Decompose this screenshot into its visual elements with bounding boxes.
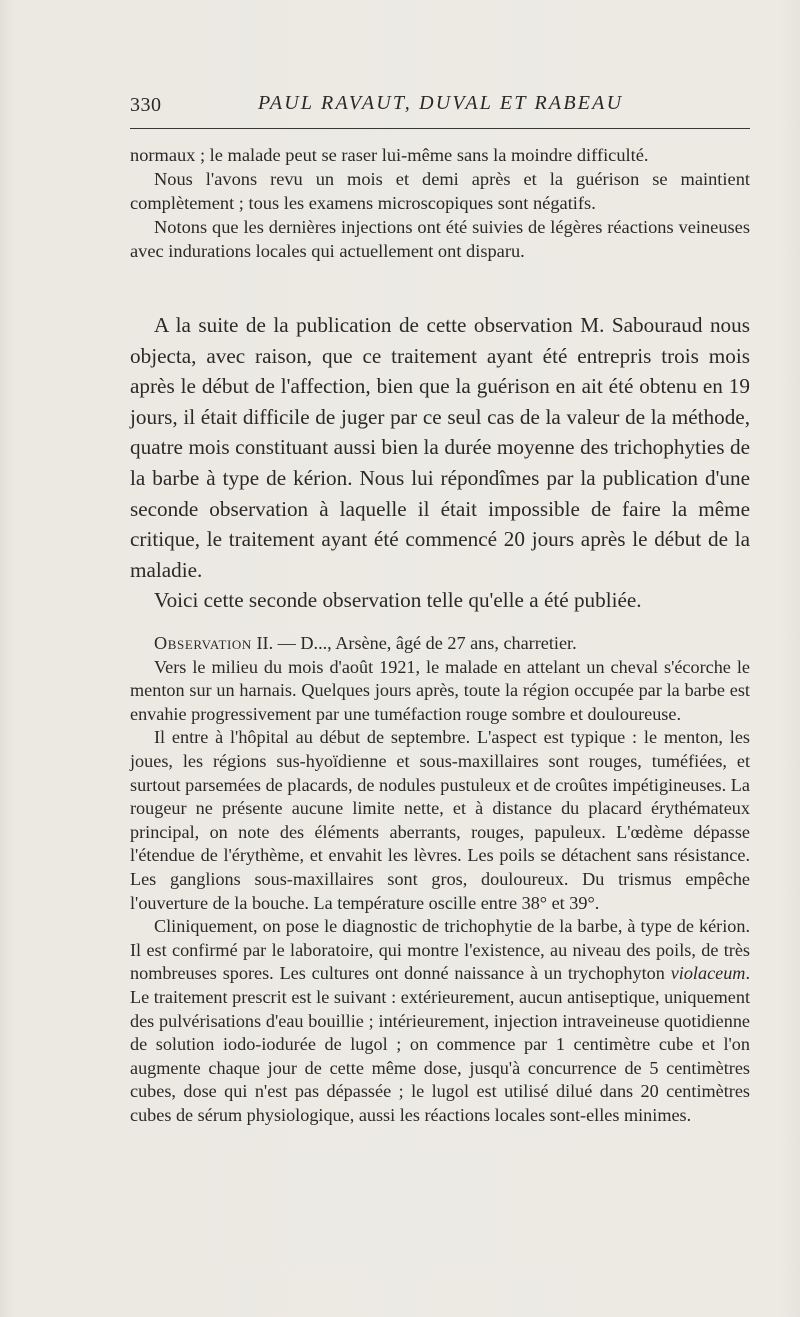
paragraph-onset: Vers le milieu du mois d'août 1921, le malade en attelant un cheval s'écorche le menton sur un harnais. Quelques jours après, toute la région occupée par la barbe est envahie progressivement par une tuméfaction rouge sombre et douloureuse. <box>130 656 750 724</box>
diagnosis-text: Cliniquement, on pose le diagnostic de trichophytie de la barbe, à type de kérion. Il est confirmé par le laboratoire, qui montre l'existence, au niveau des poils, de très nombreuses spores. Les cultures ont donné naissance à un trychophyton <box>130 916 750 984</box>
paragraph-diagnosis-treatment <box>130 915 750 1127</box>
observation-label: Observation <box>154 633 252 653</box>
observation-subject: II. — D..., Arsène, âgé de 27 ans, charretier. <box>256 633 577 653</box>
paragraph-clinical-aspect: Il entre à l'hôpital au début de septembre. L'aspect est typique : le menton, les joues, les régions sus-hyoïdienne et sous-maxillaires sont rouges, tuméfiées, et surtout parsemées de placards, de nodules pustuleux et de croûtes impétigineuses. La rougeur ne présente aucune limite nette, et à distance du placard érythémateux principal, on note des éléments aberrants, rouges, papuleux. L'œdème dépasse l'étendue de l'érythème, et envahit les lèvres. Les poils se détachent sans résistance. Les ganglions sous-maxillaires sont gros, douloureux. Du trismus empêche l'ouverture de la bouche. La température oscille entre 38° et 39°. <box>130 727 750 913</box>
species-name: violaceum <box>670 963 746 984</box>
page-number: 330 <box>130 94 162 116</box>
main-discussion-text <box>130 310 750 616</box>
page-header <box>130 92 750 122</box>
treatment-text: . Le traitement prescrit est le suivant : extérieurement, aucun antiseptique, uniquement des pulvérisations d'eau bouillie ; intérieurement, injection intraveineuse quotidienne de solution iodo-iodurée de lugol ; on commence par 1 centimètre cube et l'on augmente chaque jour de cette même dose, jusqu'à concurrence de 5 centimètres cubes, dose qui n'est pas dépassée ; le lugol est utilisé dilué dans 20 centimètres cubes de sérum physiologique, aussi les réactions locales sont-elles minimes. <box>130 963 750 1125</box>
running-title: PAUL RAVAUT, DUVAL ET RABEAU <box>258 92 624 114</box>
observation-heading <box>130 632 750 656</box>
paragraph-follow-up: Nous l'avons revu un mois et demi après et la guérison se maintient complètement ; tous les examens microscopiques sont négatifs. <box>130 169 750 213</box>
paragraph-second-observation-intro: Voici cette seconde observation telle qu'elle a été publiée. <box>154 588 642 613</box>
header-rule <box>130 128 750 129</box>
observation-two <box>130 632 750 1127</box>
paragraph-continuation: normaux ; le malade peut se raser lui-même sans la moindre difficulté. <box>130 145 649 165</box>
paragraph-sabouraud-objection: A la suite de la publication de cette observation M. Sabouraud nous objecta, avec raison, que ce traitement ayant été entrepris trois mois après le début de l'affection, bien que la guérison en ait été obtenu en 19 jours, il était difficile de juger par ce seul cas de la valeur de la méthode, quatre mois constituant aussi bien la durée moyenne des trichophyties de la barbe à type de kérion. Nous lui répondîmes par la publication d'une seconde observation à laquelle il était impossible de faire la même critique, le traitement ayant été commencé 20 jours après le début de la maladie. <box>130 313 750 582</box>
paragraph-reactions: Notons que les dernières injections ont été suivies de légères réactions veineuses avec indurations locales qui actuellement ont disparu. <box>130 217 750 261</box>
continued-observation-text <box>130 143 750 263</box>
